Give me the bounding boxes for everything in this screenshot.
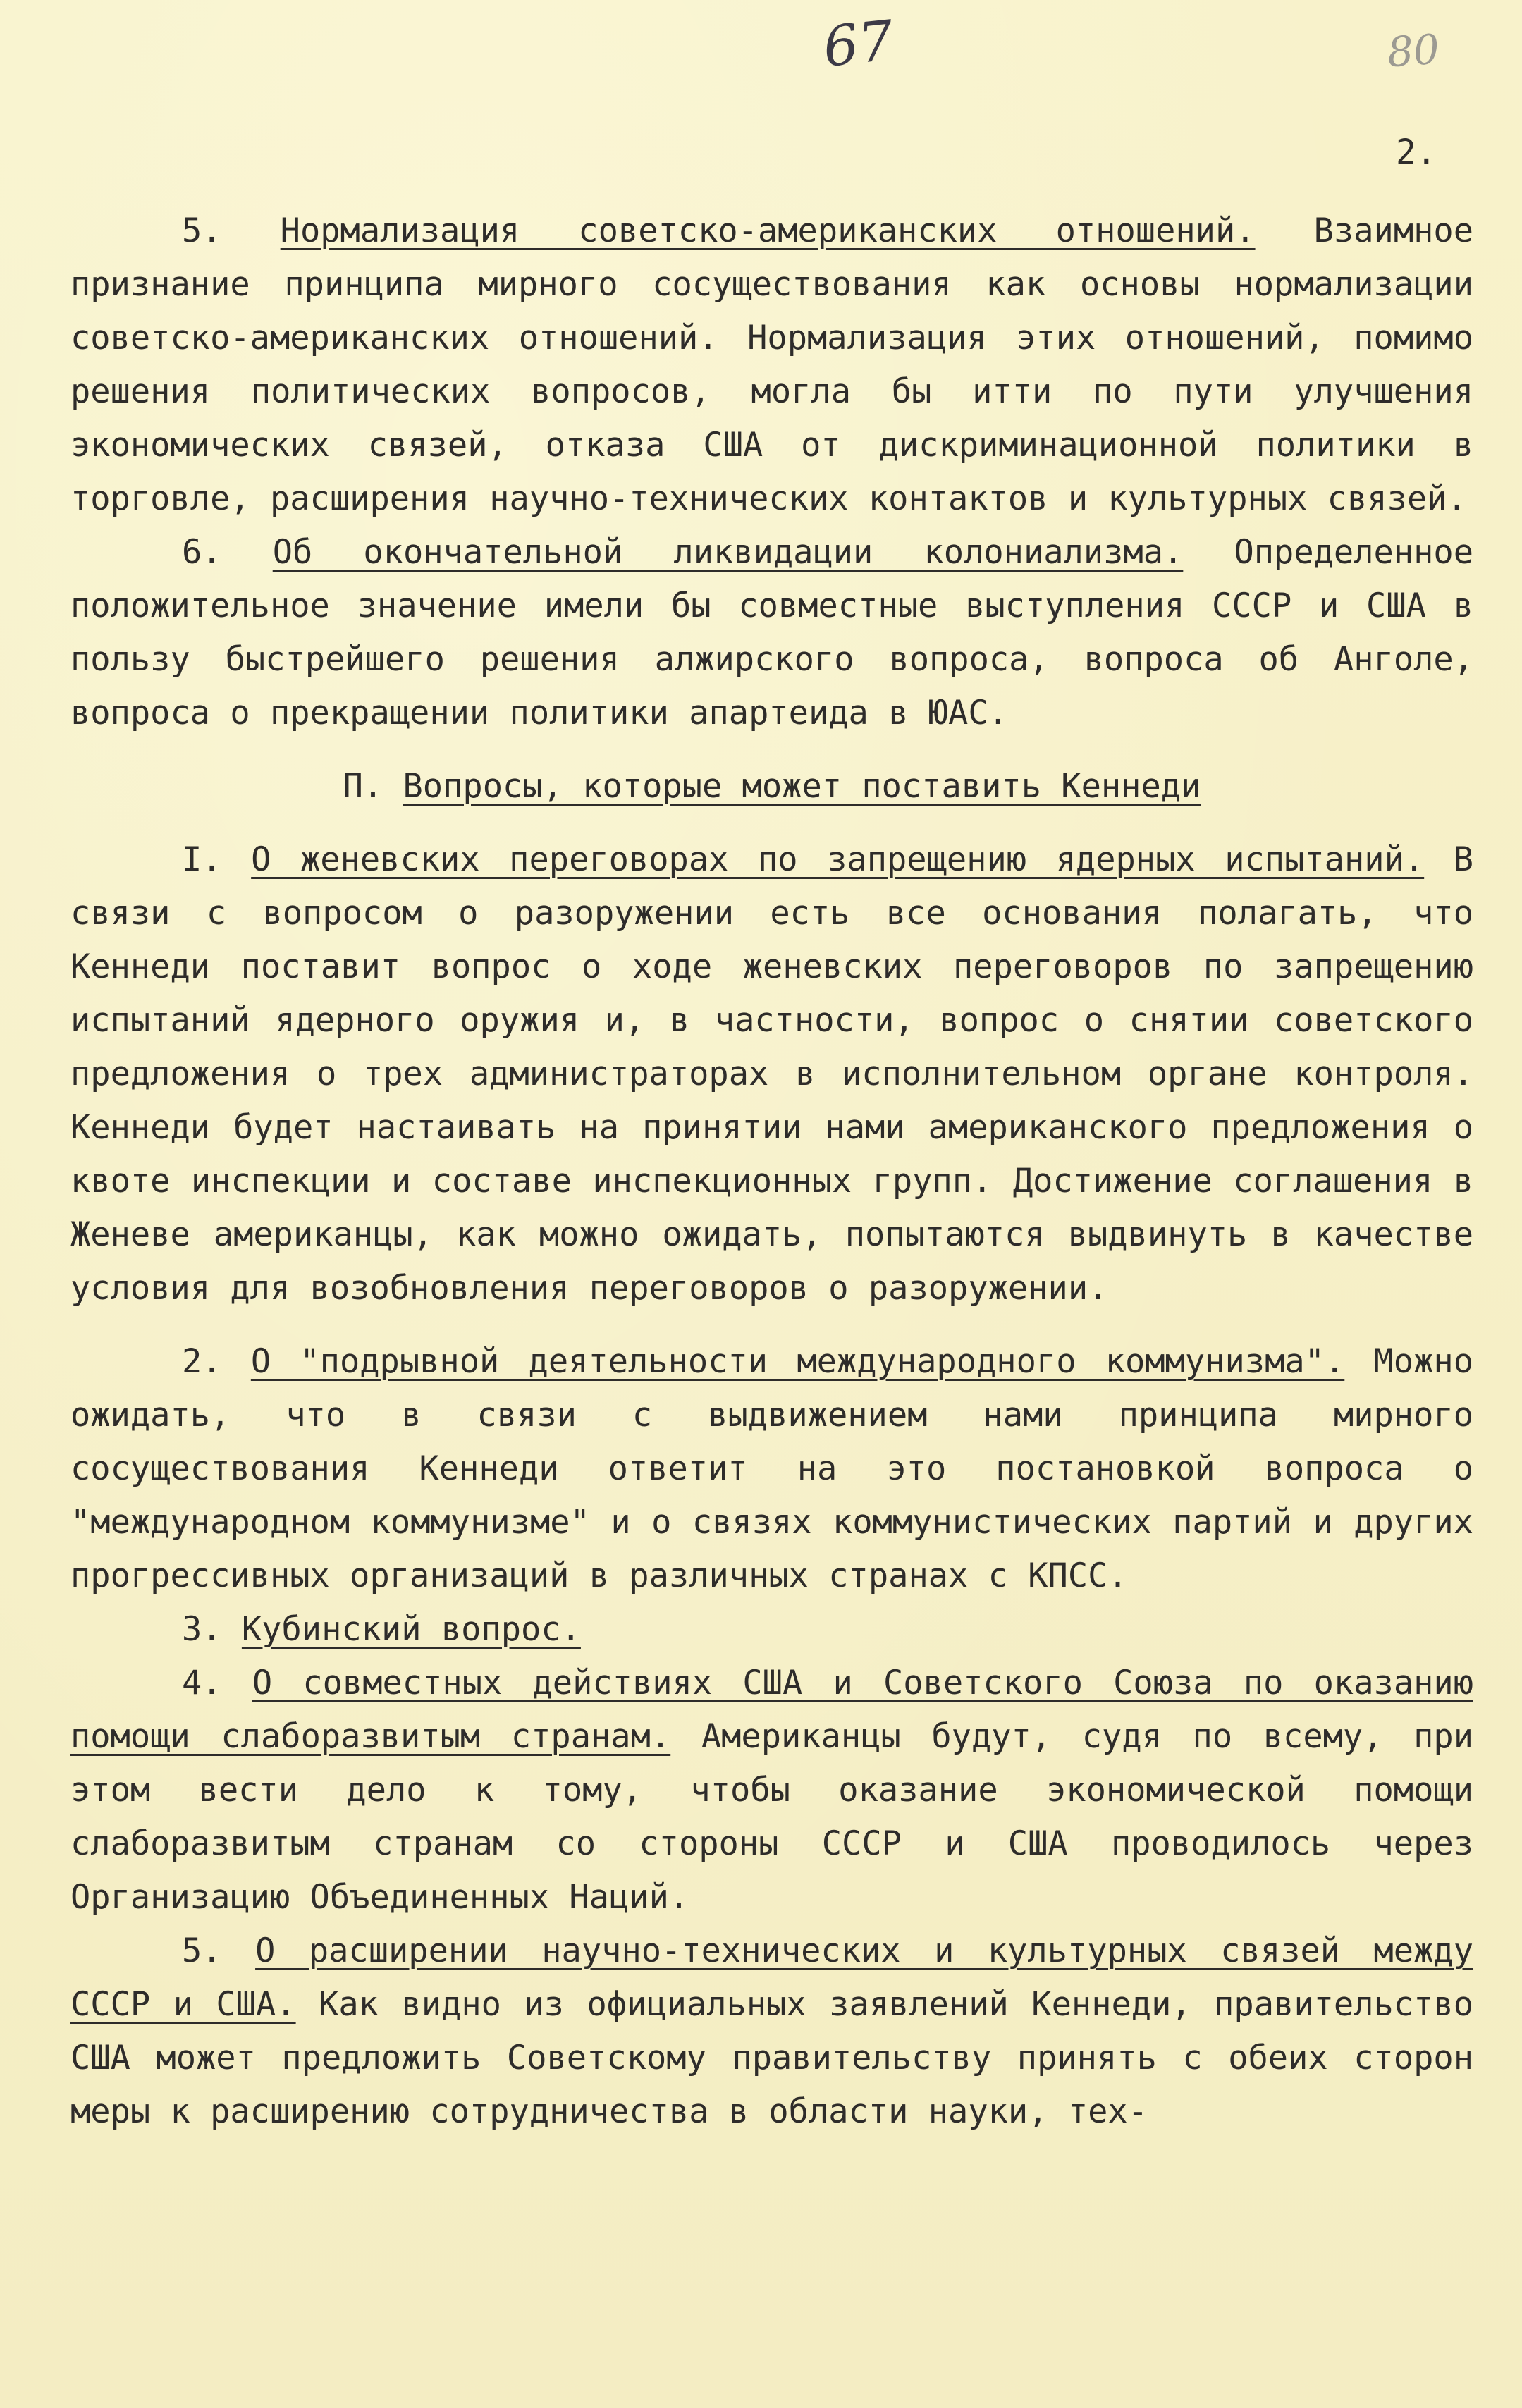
- part-title: Вопросы, которые может поставить Кеннеди: [403, 767, 1201, 806]
- part-number: П.: [343, 767, 383, 806]
- question-heading: Кубинский вопрос.: [241, 1610, 581, 1649]
- question-number: 3.: [182, 1610, 222, 1649]
- section-text: Определенное положительное значение имели бы совместные выступления СССР и США в пользу быстрейшего решения алжирского вопроса, вопроса об Анголе, вопроса о прекращении политики апартеида в ЮАС.: [70, 533, 1474, 732]
- question-4-paragraph: [70, 1657, 1473, 1924]
- section-5-paragraph: [70, 204, 1473, 526]
- question-heading: О расширении научно-технических и культурных связей между СССР и США.: [70, 1931, 1473, 2024]
- question-number: 5.: [182, 1931, 222, 1970]
- section-6-paragraph: [70, 526, 1473, 740]
- spacer: [70, 813, 1473, 833]
- question-text: Как видно из официальных заявлений Кеннеди, правительство США может предложить Советскому правительству принять с обеих сторон меры к расширению сотрудничества в области науки, тех-: [70, 1985, 1473, 2131]
- question-5-paragraph: [70, 1924, 1473, 2139]
- question-heading: О совместных действиях США и Советского Союза по оказанию помощи слаборазвитым странам.: [70, 1664, 1473, 1756]
- part-2-heading: [70, 760, 1473, 813]
- question-1-paragraph: [70, 833, 1473, 1315]
- question-text: Можно ожидать, что в связи с выдвижением нами принципа мирного сосуществования Кеннеди ответит на это постановкой вопроса о "международном коммунизме" и о связях коммунистических партий и других прогрессивных организаций в различных странах с КПСС.: [70, 1342, 1473, 1595]
- question-2-paragraph: [70, 1335, 1473, 1603]
- spacer: [70, 740, 1473, 760]
- page-number: 2.: [1396, 133, 1437, 172]
- pencil-folio-number: 80: [1385, 25, 1442, 77]
- question-text: Американцы будут, судя по всему, при этом вести дело к тому, чтобы оказание экономической помощи слаборазвитым странам со стороны СССР и США проводилось через Организацию Объединенных Наций.: [70, 1717, 1473, 1917]
- question-3-paragraph: [70, 1603, 1473, 1657]
- spacer: [70, 1315, 1473, 1335]
- section-text: Взаимное признание принципа мирного сосуществования как основы нормализации советско-американских отношений. Нормализация этих отношений, помимо решения политических вопросов, могла бы итти по пути улучшения экономических связей, отказа США от дискриминационной политики в торговле, расширения научно-технических контактов и культурных связей.: [70, 211, 1474, 518]
- question-heading: О "подрывной деятельности международного коммунизма".: [250, 1342, 1345, 1381]
- question-heading: О женевских переговорах по запрещению ядерных испытаний.: [251, 840, 1425, 879]
- document-body: [70, 204, 1473, 2139]
- section-number: 6.: [182, 533, 222, 572]
- section-heading: Нормализация советско-американских отношений.: [280, 211, 1256, 250]
- question-number: I.: [182, 840, 222, 879]
- question-number: 4.: [182, 1664, 222, 1702]
- section-heading: Об окончательной ликвидации колониализма.: [272, 533, 1184, 572]
- question-number: 2.: [182, 1342, 222, 1381]
- question-text: В связи с вопросом о разоружении есть все основания полагать, что Кеннеди поставит вопрос о ходе женевских переговоров по запрещению испытаний ядерного оружия и, в частности, вопрос о снятии советского предложения о трех администраторах в исполнительном органе контроля. Кеннеди будет настаивать на принятии нами американского предложения о квоте инспекции и составе инспекционных групп. Достижение соглашения в Женеве американцы, как можно ожидать, попытаются выдвинуть в качестве условия для возобновления переговоров о разоружении.: [70, 840, 1474, 1308]
- archive-folio-number: 67: [820, 9, 897, 80]
- section-number: 5.: [182, 211, 222, 250]
